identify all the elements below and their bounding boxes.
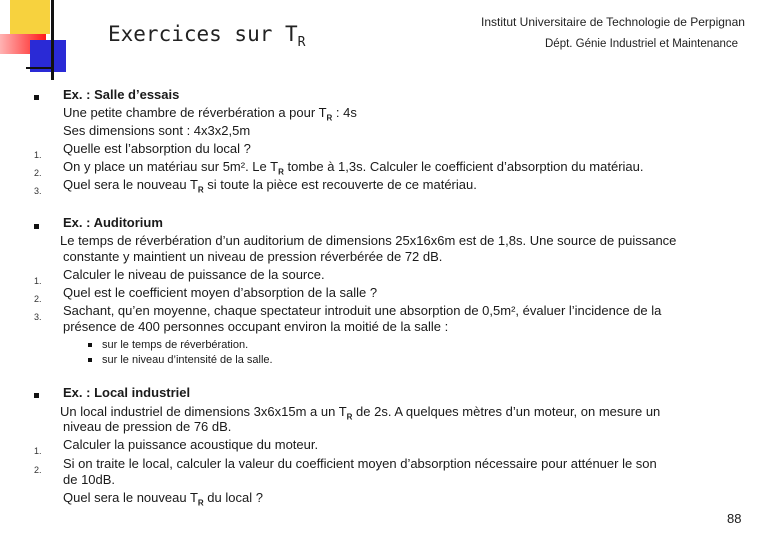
exercise-3-question-3: Quel sera le nouveau $T_R$ du local ? — [63, 490, 263, 508]
list-number: 2. — [34, 294, 42, 304]
exercise-1-heading: Ex. : Salle d’essais — [63, 87, 180, 102]
exercise-3-intro-line-2: niveau de pression de 76 dB. — [63, 419, 232, 434]
bullet-square-icon — [34, 224, 39, 229]
page-number: 88 — [727, 511, 742, 526]
exercise-1-question-2: On y place un matériau sur 5m². Le $T_R$ tombe à 1,3s. Calculer le coefficient d’absorption du matériau. — [63, 159, 644, 177]
list-number: 1. — [34, 446, 42, 456]
exercise-2-intro-line-1: Le temps de réverbération d’un auditorium de dimensions 25x16x6m est de 1,8s. Une source de puissance — [60, 233, 677, 248]
exercise-2-question-1: Calculer le niveau de puissance de la source. — [63, 267, 325, 282]
department-name: Dépt. Génie Industriel et Maintenance — [545, 38, 739, 50]
list-number: 1. — [34, 150, 42, 160]
sub-bullet-square-icon — [88, 343, 92, 347]
exercise-1-question-1: Quelle est l’absorption du local ? — [63, 141, 251, 156]
exercise-2-intro-line-2: constante y maintient un niveau de pression réverbérée de 72 dB. — [63, 249, 443, 264]
institute-name: Institut Universitaire de Technologie de Perpignan — [481, 15, 745, 29]
exercise-2-heading: Ex. : Auditorium — [63, 215, 163, 230]
exercise-3-question-1: Calculer la puissance acoustique du moteur. — [63, 437, 319, 452]
exercise-2-question-2: Quel est le coefficient moyen d’absorption de la salle ? — [63, 285, 378, 300]
exercise-1-dimensions: Ses dimensions sont : 4x3x2,5m — [63, 123, 251, 138]
exercise-3-heading: Ex. : Local industriel — [63, 385, 191, 400]
exercise-3-question-2-line-1: Si on traite le local, calculer la valeur du coefficient moyen d’absorption nécessaire pour atténuer le son — [63, 456, 657, 471]
exercise-2-subitem-2: sur le niveau d’intensité de la salle. — [102, 354, 273, 366]
exercise-2-question-3-line-2: présence de 400 personnes occupant environ la moitié de la salle : — [63, 319, 449, 334]
logo-yellow-square — [10, 0, 50, 34]
exercise-1-intro: Une petite chambre de réverbération a pour $T_R$ : 4s — [63, 105, 357, 123]
list-number: 3. — [34, 312, 42, 322]
exercise-2-subitem-1: sur le temps de réverbération. — [102, 339, 249, 351]
bullet-square-icon — [34, 393, 39, 398]
page-title: Exercices sur $T_R$ — [108, 22, 306, 51]
list-number: 2. — [34, 168, 42, 178]
list-number: 3. — [34, 186, 42, 196]
logo-decoration — [0, 0, 60, 80]
logo-horizontal-line — [26, 67, 54, 69]
list-number: 1. — [34, 276, 42, 286]
exercise-3-question-2-line-2: de 10dB. — [63, 472, 116, 487]
exercise-2-question-3-line-1: Sachant, qu’en moyenne, chaque spectateur introduit une absorption de 0,5m², évaluer l’incidence de la — [63, 303, 662, 318]
bullet-square-icon — [34, 95, 39, 100]
sub-bullet-square-icon — [88, 358, 92, 362]
exercise-1-question-3: Quel sera le nouveau $T_R$ si toute la pièce est recouverte de ce matériau. — [63, 177, 477, 195]
list-number: 2. — [34, 465, 42, 475]
exercise-3-intro-line-1: Un local industriel de dimensions 3x6x15m a un $T_R$ de 2s. A quelques mètres d’un moteur, on mesure un — [60, 404, 661, 422]
